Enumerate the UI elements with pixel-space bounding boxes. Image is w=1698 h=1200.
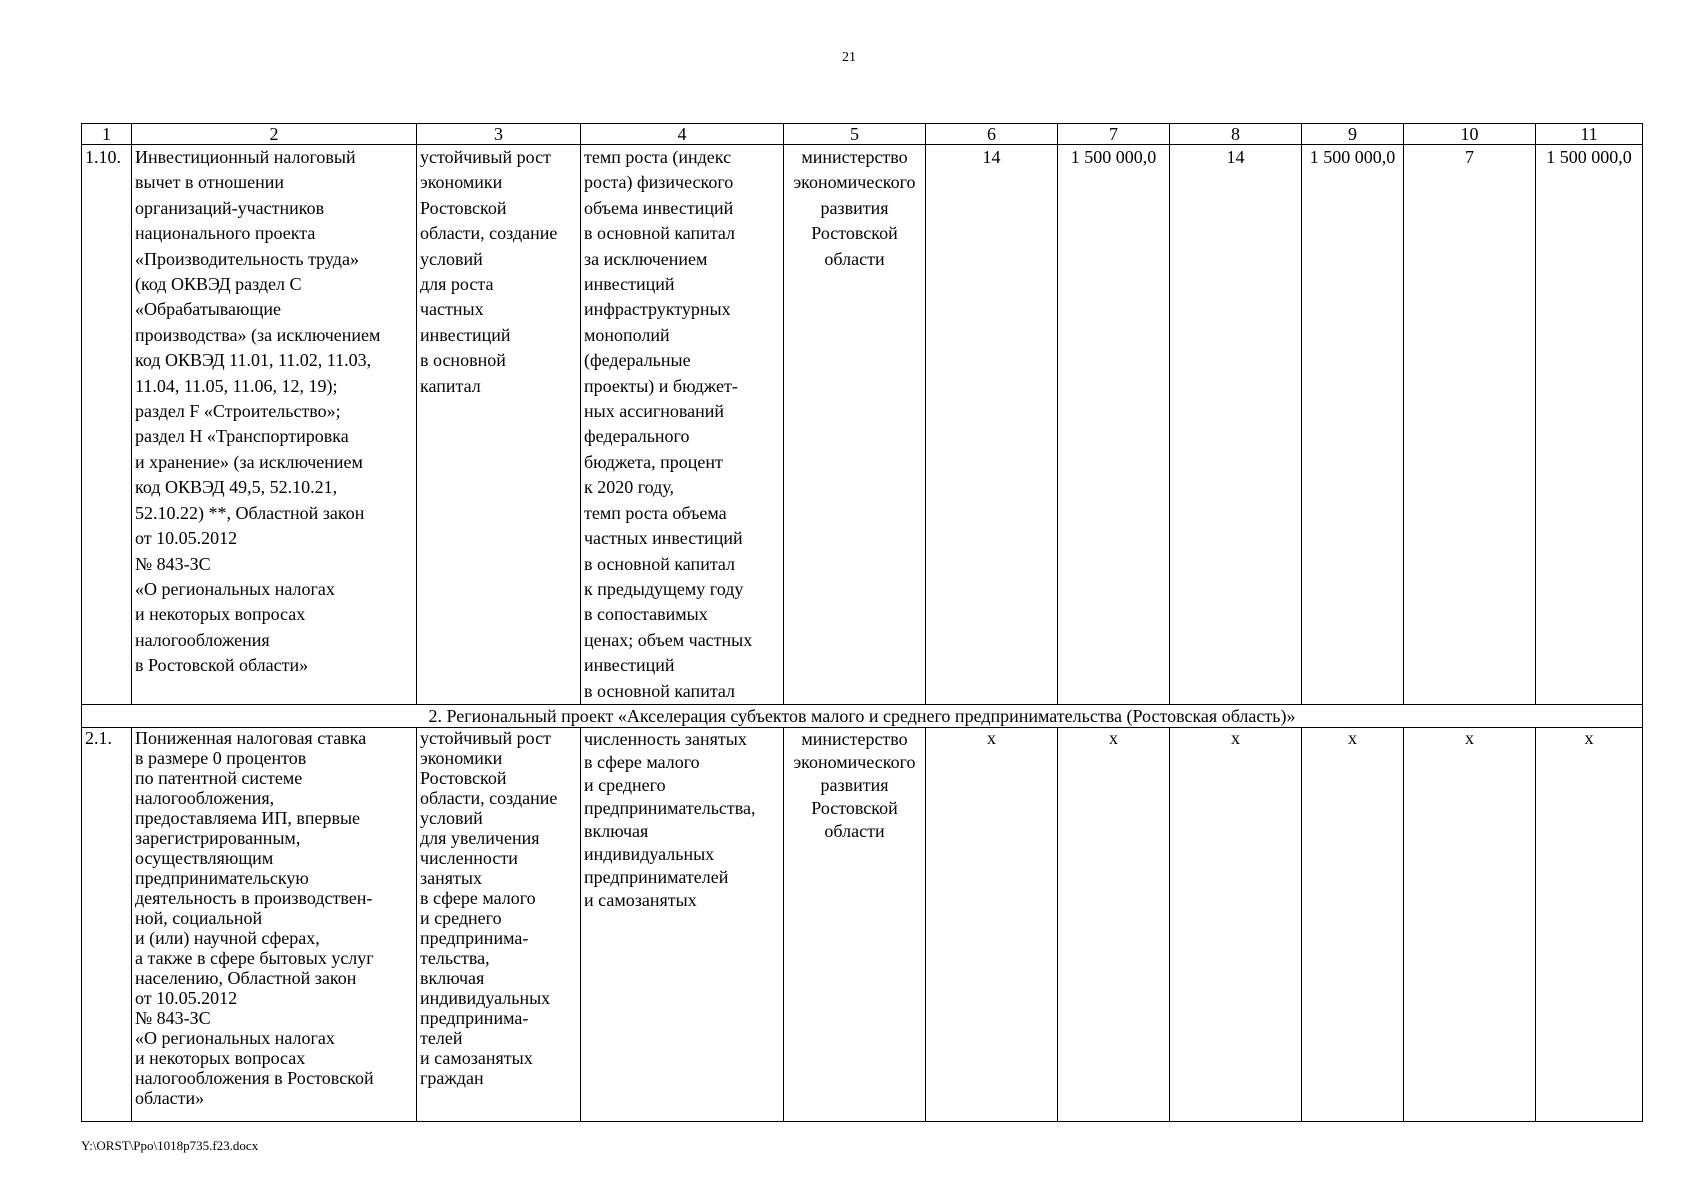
- value-cell: 1 500 000,0: [1536, 145, 1643, 705]
- column-header: 1: [82, 124, 132, 145]
- column-header: 3: [417, 124, 581, 145]
- value-cell: х: [1302, 727, 1404, 1121]
- table-row: [82, 727, 1643, 1121]
- value-cell: х: [1058, 727, 1170, 1121]
- measure-goal: устойчивый рост экономики Ростовской области, создание условий для роста частных инвестиций в основной капитал: [417, 145, 581, 705]
- column-header: 7: [1058, 124, 1170, 145]
- table-row: [82, 145, 1643, 705]
- column-header: 10: [1404, 124, 1536, 145]
- value-cell: х: [926, 727, 1058, 1121]
- section-heading-row: [82, 704, 1643, 727]
- measure-description: Инвестиционный налоговый вычет в отношении организаций-участников национального проекта «Производительность труда» (код ОКВЭД раздел С «Обрабатывающие производства» (за исключением код ОКВЭД 11.01, 11.02, 11.03, 11.04, 11.05, 11.06, 12, 19); раздел F «Строительство»; раздел Н «Транспортировка и хранение» (за исключением код ОКВЭД 49,5, 52.10.21, 52.10.22) **, Областной закон от 10.05.2012 № 843-ЗС «О региональных налогах и некоторых вопросах налогообложения в Ростовской области»: [132, 145, 417, 705]
- column-header: 8: [1170, 124, 1302, 145]
- section-title: 2. Региональный проект «Акселерация субъектов малого и среднего предпринимательства (Ростовская область)»: [82, 704, 1643, 727]
- measure-indicator: темп роста (индекс роста) физического объема инвестиций в основной капитал за исключением инвестиций инфраструктурных монополий (федеральные проекты) и бюджет- ных ассигнований федерального бюджета, процент к 2020 году, темп роста объема частных инвестиций в основной капитал к предыдущему году в сопоставимых ценах; объем частных инвестиций в основной капитал: [581, 145, 784, 705]
- column-header: 11: [1536, 124, 1643, 145]
- page-number: 21: [842, 50, 856, 65]
- value-cell: 14: [926, 145, 1058, 705]
- value-cell: 14: [1170, 145, 1302, 705]
- column-header: 9: [1302, 124, 1404, 145]
- row-number: 2.1.: [82, 727, 132, 1121]
- column-header: 5: [784, 124, 926, 145]
- tax-expenditure-table: [81, 123, 1643, 1122]
- column-header: 4: [581, 124, 784, 145]
- value-cell: х: [1404, 727, 1536, 1121]
- value-cell: 1 500 000,0: [1302, 145, 1404, 705]
- column-header: 2: [132, 124, 417, 145]
- responsible-ministry: министерство экономического развития Ростовской области: [784, 145, 926, 705]
- responsible-ministry: министерство экономического развития Ростовской области: [784, 727, 926, 1121]
- value-cell: х: [1170, 727, 1302, 1121]
- row-number: 1.10.: [82, 145, 132, 705]
- file-path-footer: Y:\ORST\Ppo\1018p735.f23.docx: [81, 1138, 259, 1153]
- value-cell: 1 500 000,0: [1058, 145, 1170, 705]
- value-cell: 7: [1404, 145, 1536, 705]
- measure-description: Пониженная налоговая ставка в размере 0 процентов по патентной системе налогообложения, предоставляема ИП, впервые зарегистрированным, осуществляющим предпринимательскую деятельность в производствен- ной, социальной и (или) научной сферах, а также в сфере бытовых услуг населению, Областной закон от 10.05.2012 № 843-ЗС «О региональных налогах и некоторых вопросах налогообложения в Ростовской области»: [132, 727, 417, 1121]
- measure-indicator: численность занятых в сфере малого и среднего предпринимательства, включая индивидуальных предпринимателей и самозанятых: [581, 727, 784, 1121]
- column-header: 6: [926, 124, 1058, 145]
- column-number-row: [82, 124, 1643, 145]
- measure-goal: устойчивый рост экономики Ростовской области, создание условий для увеличения численности занятых в сфере малого и среднего предпринима- тельства, включая индивидуальных предпринима- телей и самозанятых граждан: [417, 727, 581, 1121]
- value-cell: х: [1536, 727, 1643, 1121]
